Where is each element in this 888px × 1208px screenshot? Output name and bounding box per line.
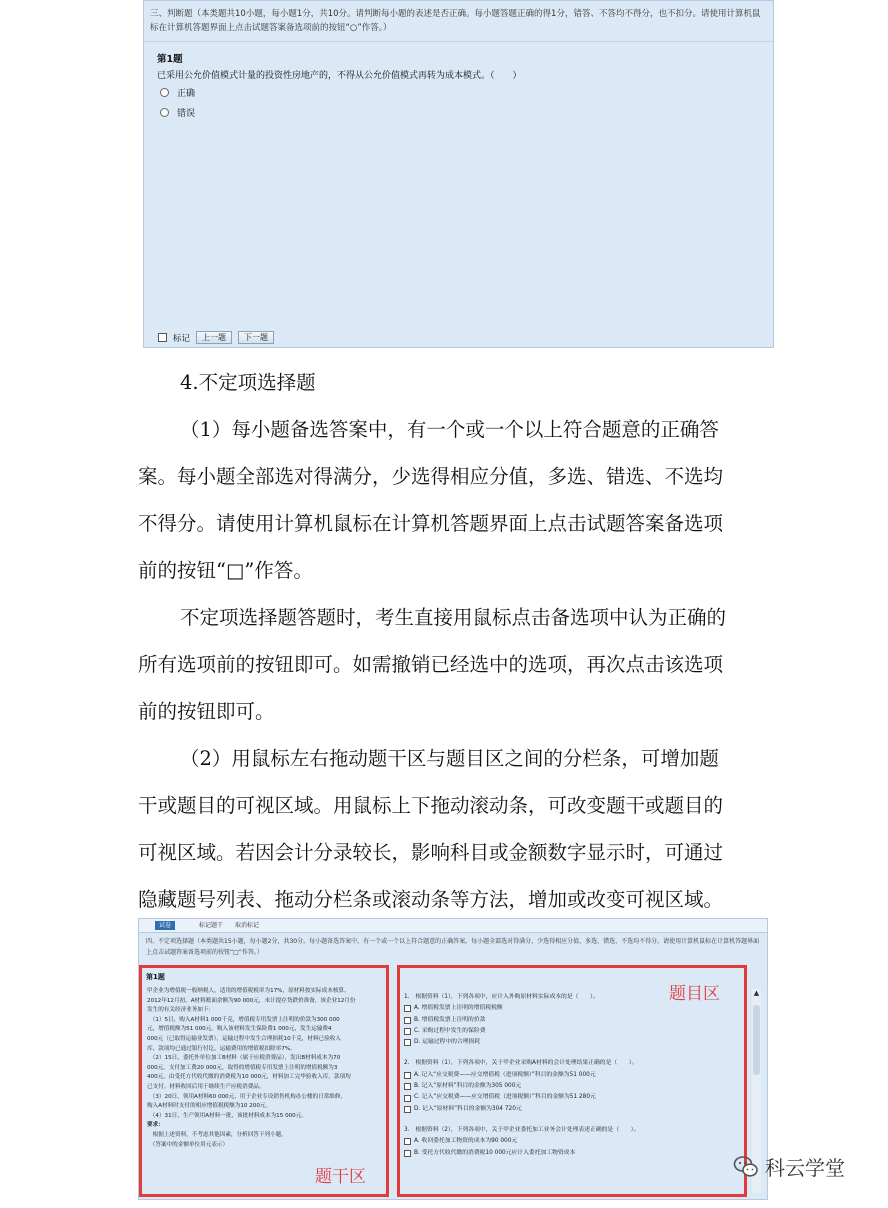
checkbox-icon[interactable]: [404, 1039, 411, 1046]
option-label: 正确: [177, 89, 196, 99]
paragraph-line: （2）用鼠标左右拖动题干区与题目区之间的分栏条，可增加题: [180, 747, 719, 770]
option-row[interactable]: [404, 1136, 744, 1147]
question-area-label: 题目区: [669, 984, 720, 1004]
wechat-icon: [733, 1154, 759, 1180]
next-question-button[interactable]: 下一题: [238, 331, 274, 344]
paragraph-line: 干或题目的可视区域。用鼠标上下拖动滚动条，可改变题干或题目的: [138, 794, 724, 817]
checkbox-icon[interactable]: [404, 1005, 411, 1012]
paragraph-line: 不定项选择题答题时，考生直接用鼠标点击备选项中认为正确的: [180, 606, 727, 629]
stem-line: 000元（已取得运输业发票），运输过程中发生合理损耗10千克，材料已验收入: [147, 1035, 341, 1042]
scroll-up-icon[interactable]: ▲: [753, 989, 760, 997]
checkbox-icon[interactable]: [404, 1083, 411, 1090]
question-item: 3. 根据资料（2），下列各项中，关于甲企业委托加工业务会计处理表述正确的是（ ）。: [404, 1126, 640, 1133]
stem-line: 库，款项均已通过银行付讫，运输费用的增值税扣除率7%。: [147, 1045, 296, 1052]
tab-unmark[interactable]: 取消标记: [235, 922, 260, 929]
option-true[interactable]: [160, 86, 195, 99]
option-row[interactable]: [404, 1070, 744, 1081]
option-text: C. 采购过程中发生的保险费: [414, 1027, 486, 1034]
radio-icon[interactable]: [160, 108, 169, 117]
paragraph-line: 前的按钮即可。: [138, 700, 275, 723]
question-text: 已采用公允价值模式计量的投资性房地产的，不得从公允价值模式再转为成本模式。（ ）: [157, 71, 522, 81]
stem-line: 000元，支付加工费20 000元，取得的增值税专用发票上注明的增值税额为3: [147, 1064, 338, 1071]
stem-line: 400元，由受托方代收代缴的消费税为10 000元，材料加工完毕验收入库，款项均: [147, 1074, 351, 1081]
section-instructions: 三、判断题（本类题共10小题，每小题1分，共10分。请判断每小题的表述是否正确。每小题答题正确的得1分，错答、不答均不得分，也不扣分。请使用计算机鼠标在计算机答题界面上点击试题答案备选项前的按钮“○”作答。）: [150, 9, 761, 33]
option-text: B. 记入“原材料”科目的金额为305 000元: [414, 1083, 522, 1090]
stem-line: （1）5日，购入A材料1 000千克，增值税专用发票上注明的价款为300 000: [147, 1016, 340, 1023]
paragraph-line: （1）每小题备选答案中，有一个或一个以上符合题意的正确答: [180, 418, 719, 441]
prev-question-button[interactable]: 上一题: [196, 331, 232, 344]
question-item: 1. 根据资料（1），下列各项中，应计入外购原材料实际成本的是（ ）。: [404, 994, 599, 1000]
paragraph-line: 不得分。请使用计算机鼠标在计算机答题界面上点击试题答案备选项: [138, 512, 724, 535]
checkbox-icon[interactable]: [404, 1072, 411, 1079]
option-text: D. 记入“原材料”科目的金额为304 720元: [414, 1105, 522, 1112]
watermark: [733, 1152, 845, 1181]
option-text: A. 增值税发票上注明的增值税税额: [414, 1005, 503, 1012]
stem-line: 购入A材料时支付的相应增值税税额为10 200元。: [147, 1103, 272, 1110]
paragraph-line: 前的按钮“□”作答。: [138, 559, 313, 582]
paragraph-line: 案。每小题全部选对得满分，少选得相应分值，多选、错选、不选均: [138, 465, 724, 488]
stem-line: 甲企业为增值税一般纳税人，适用的增值税税率为17%，原材料按实际成本核算。: [147, 988, 350, 994]
question-footer: [158, 331, 274, 344]
exam-screenshot-multi-choice: [138, 918, 768, 1200]
checkbox-icon[interactable]: [404, 1106, 411, 1113]
paragraph-line: 可视区域。若因会计分录较长，影响科目或金额数字显示时，可通过: [138, 841, 724, 864]
option-row[interactable]: [404, 1081, 744, 1092]
option-row[interactable]: [404, 1037, 744, 1048]
stem-line: 2012年12月初，A材料账面余额为90 000元，未计提存货跌价准备，该企业12月份: [147, 997, 356, 1004]
question-list: [404, 992, 744, 1159]
toolbar-tabs: [139, 919, 767, 933]
option-false[interactable]: [160, 106, 195, 119]
option-text: A. 记入“应交税费——应交增值税（进项税额）”科目的金额为51 000元: [414, 1071, 596, 1078]
option-text: A. 收回委托加工物资的成本为90 000元: [414, 1138, 518, 1145]
option-row[interactable]: [404, 1003, 744, 1014]
option-text: B. 增值税发票上注明的价款: [414, 1016, 486, 1023]
checkbox-icon[interactable]: [404, 1138, 411, 1145]
stem-line: （2）15日，委托外单位加工B材料（属于应税消费品），发出B材料成本为70: [147, 1055, 341, 1062]
option-row[interactable]: [404, 1148, 744, 1159]
option-row[interactable]: [404, 1026, 744, 1037]
option-label: 错误: [177, 109, 196, 119]
paragraph-line: 隐藏题号列表、拖动分栏条或滚动条等方法，增加或改变可视区域。: [138, 888, 724, 911]
option-row[interactable]: [404, 1104, 744, 1115]
question-stem: [147, 987, 383, 1150]
question-number: 第1题: [146, 973, 165, 981]
question-item: 2. 根据资料（1），下列各项中，关于甲企业采购A材料的会计处理结果正确的是（ ）。: [404, 1060, 638, 1067]
stem-line: 要求：: [147, 1122, 164, 1129]
stem-line: （3）20日，领用A材料60 000元，用于企业专设销售机构办公楼的日常维修，: [147, 1093, 347, 1100]
divider: [144, 41, 773, 42]
option-text: C. 记入“应交税费——应交增值税（进项税额）”科目的金额为51 280元: [414, 1094, 596, 1101]
stem-line: （4）31日，生产领用A材料一批，该批材料成本为15 000元。: [147, 1112, 307, 1119]
checkbox-icon[interactable]: [404, 1028, 411, 1035]
option-row[interactable]: [404, 1015, 744, 1026]
stem-line: 元，增值税额为51 000元。购入该材料发生保险费1 000元，发生运输费4: [147, 1026, 332, 1033]
option-text: B. 受托方代收代缴的消费税10 000元应计入委托加工物资成本: [414, 1149, 576, 1156]
checkbox-icon[interactable]: [404, 1017, 411, 1024]
mark-checkbox[interactable]: [158, 333, 167, 342]
stem-line: 根据上述资料，不考虑其他因素，分析回答下列小题。: [147, 1131, 287, 1138]
exam-screenshot-true-false: [143, 0, 774, 348]
section-instructions: 四、不定项选择题（本类题共15小题，每小题2分，共30分。每小题备选答案中，有一个或一个以上符合题意的正确答案。每小题全部选对得满分，少选得相应分值，多选、错选、不选均不得分。请使用计算机鼠标在计算机答题界面上点击试题答案备选项前的按钮“□”作答。）: [146, 938, 760, 956]
paragraph-line: 所有选项前的按钮即可。如需撤销已经选中的选项，再次点击该选项: [138, 653, 724, 676]
question-number: 第1题: [157, 54, 183, 65]
section-heading: 4.不定项选择题: [180, 371, 316, 394]
checkbox-icon[interactable]: [404, 1095, 411, 1102]
checkbox-icon[interactable]: [404, 1150, 411, 1157]
stem-line: 发生的有关经济业务如下：: [147, 1007, 215, 1014]
radio-icon[interactable]: [160, 88, 169, 97]
mark-label: 标记: [173, 333, 191, 344]
stem-line: 已支付。材料收回后用于继续生产应税消费品。: [147, 1083, 265, 1090]
option-text: D. 运输过程中的合理损耗: [414, 1039, 481, 1046]
tab-exam[interactable]: 试卷: [155, 921, 175, 930]
watermark-text: 科云学堂: [765, 1156, 845, 1180]
scrollbar-thumb[interactable]: [753, 1005, 760, 1075]
option-row[interactable]: [404, 1092, 744, 1103]
tab-mark-stem[interactable]: 标记题干: [199, 922, 224, 929]
stem-line: （答案中的金额单位用元表示）: [147, 1141, 229, 1148]
stem-area-label: 题干区: [315, 1167, 366, 1187]
